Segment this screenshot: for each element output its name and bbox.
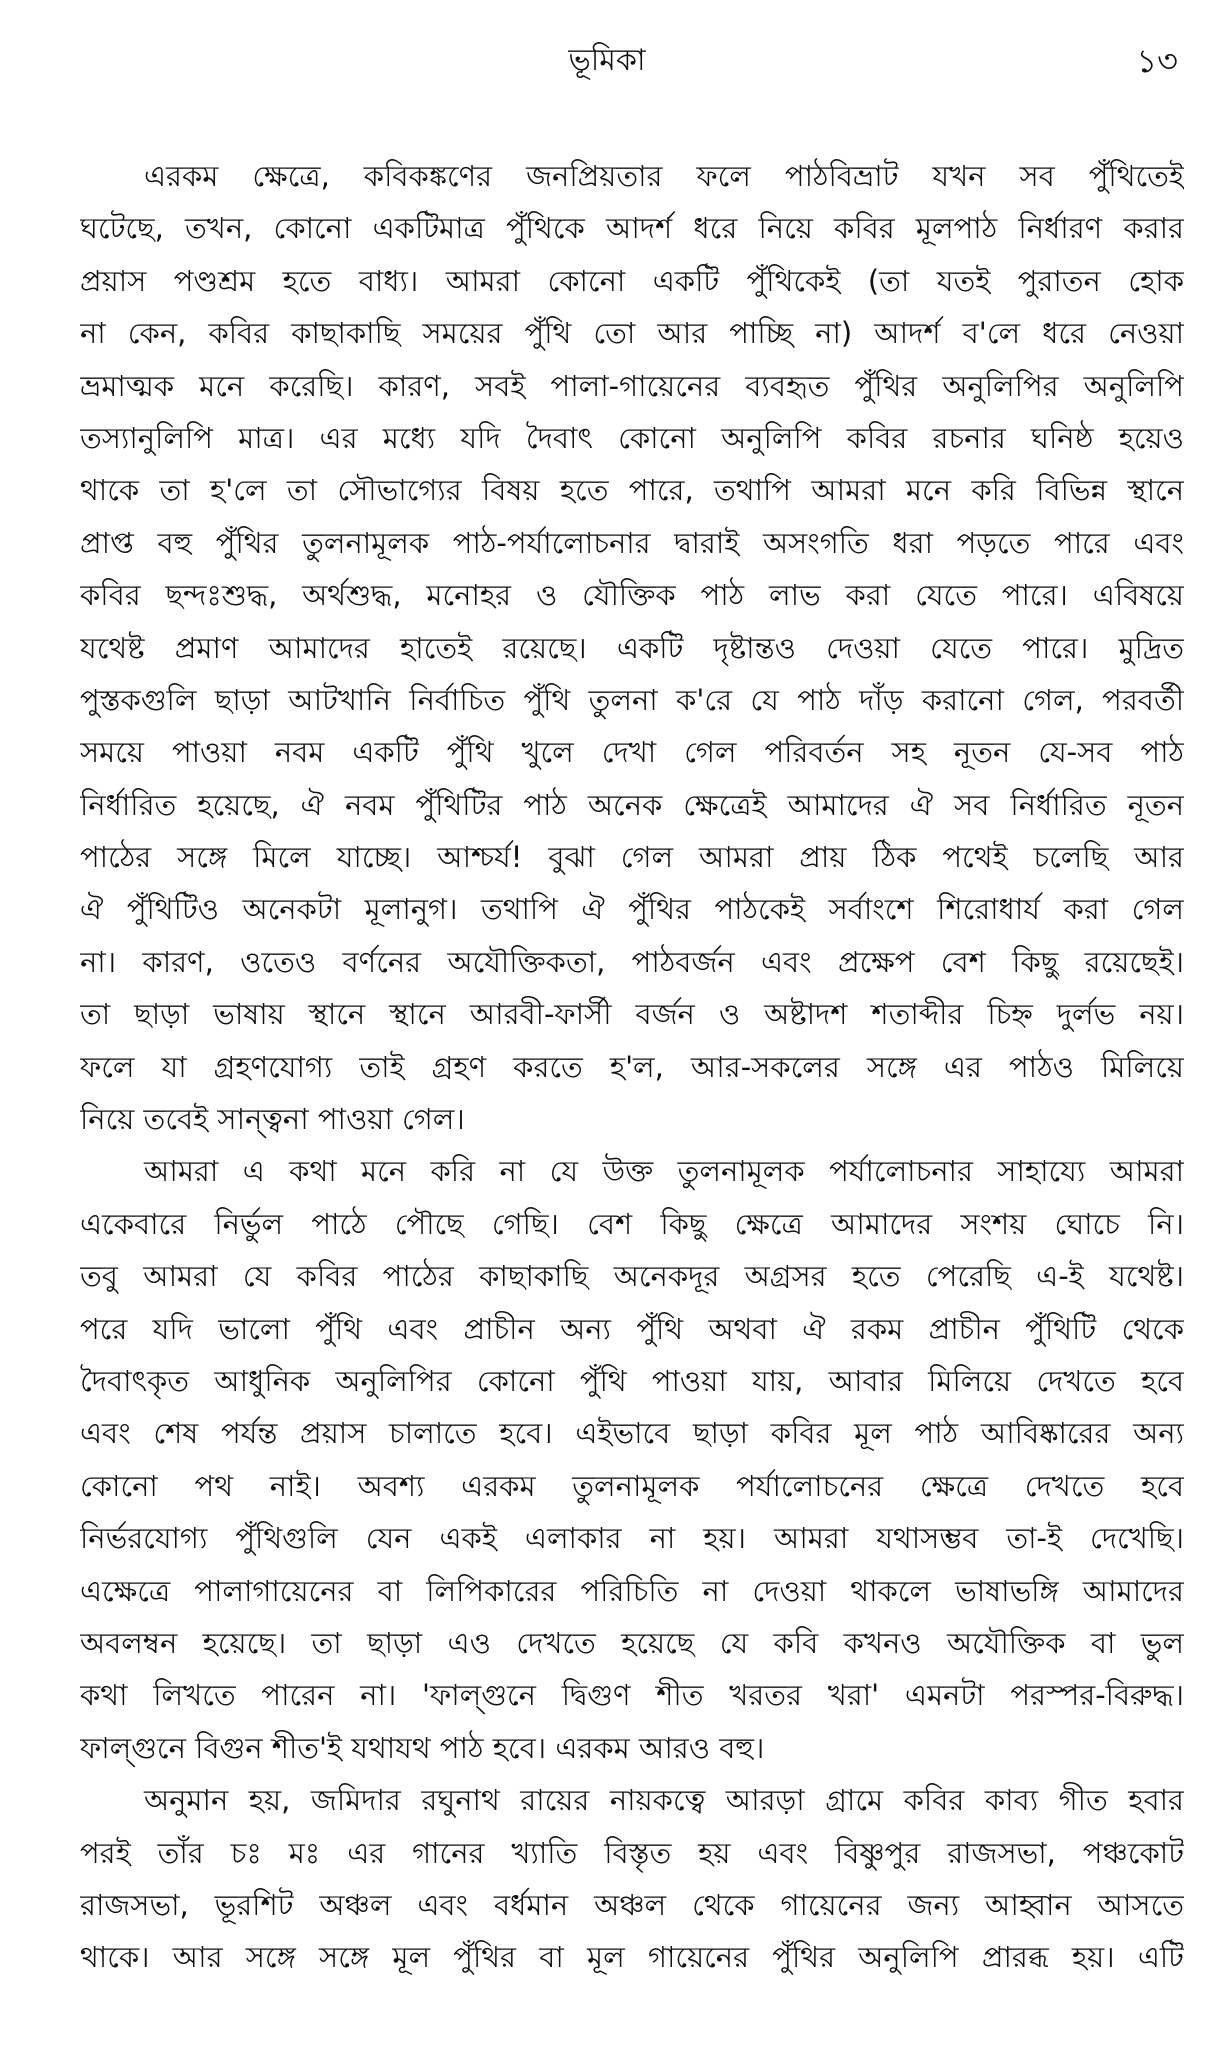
text-line: পুস্তকগুলি ছাড়া আটখানি নির্বাচিত পুঁথি তুলনা ক'রে যে পাঠ দাঁড় করানো গেল, পরবর্তী [80,682,1184,717]
text-line: থাকে তা হ'লে তা সৌভাগ্যের বিষয় হতে পারে, তথাপি আমরা মনে করি বিভিন্ন স্থানে [80,473,1184,508]
text-line: থাকে। আর সঙ্গে সঙ্গে মূল পুঁথির বা মূল গায়েনের পুঁথির অনুলিপি প্রারব্ধ হয়। এটি [80,1940,1184,1975]
text-line: রাজসভা, ভূরশিট অঞ্চল এবং বর্ধমান অঞ্চল থেকে গায়েনের জন্য আহ্বান আসতে [80,1887,1184,1922]
text-line: আমরা এ কথা মনে করি না যে উক্ত তুলনামূলক পর্যালোচনার সাহায্যে আমরা [144,1154,1184,1189]
paragraph [80,1774,1184,1984]
text-line: অনুমান হয়, জমিদার রঘুনাথ রায়ের নায়কত্বে আরড়া গ্রামে কবির কাব্য গীত হবার [144,1783,1184,1818]
text-line: ঐ পুঁথিটিও অনেকটা মূলানুগ। তথাপি ঐ পুঁথির পাঠকেই সর্বাংশে শিরোধার্য করা গেল [80,892,1184,927]
text-line: ঘটেছে, তখন, কোনো একটিমাত্র পুঁথিকে আদর্শ ধরে নিয়ে কবির মূলপাঠ নির্ধারণ করার [80,211,1184,246]
text-line: তা ছাড়া ভাষায় স্থানে স্থানে আরবী-ফার্সী বর্জন ও অষ্টাদশ শতাব্দীর চিহ্ন দুর্লভ নয়। [80,997,1184,1032]
text-line: কবির ছন্দঃশুদ্ধ, অর্থশুদ্ধ, মনোহর ও যৌক্তিক পাঠ লাভ করা যেতে পারে। এবিষয়ে [80,578,1184,613]
text-line: প্রয়াস পণ্ডশ্রম হতে বাধ্য। আমরা কোনো একটি পুঁথিকেই (তা যতই পুরাতন হোক [80,263,1184,298]
paragraph [80,150,1184,1145]
text-line: ফলে যা গ্রহণযোগ্য তাই গ্রহণ করতে হ'ল, আর-সকলের সঙ্গে এর পাঠও মিলিয়ে [80,1049,1184,1084]
text-line: তস্যানুলিপি মাত্র। এর মধ্যে যদি দৈবাৎ কোনো অনুলিপি কবির রচনার ঘনিষ্ঠ হয়েও [80,420,1184,455]
text-line: পরে যদি ভালো পুঁথি এবং প্রাচীন অন্য পুঁথি অথবা ঐ রকম প্রাচীন পুঁথিটি থেকে [80,1311,1184,1346]
text-line: নিয়ে তবেই সান্ত্বনা পাওয়া গেল। [80,1102,465,1137]
text-line: না। কারণ, ওতেও বর্ণনের অযৌক্তিকতা, পাঠবর্জন এবং প্রক্ষেপ বেশ কিছু রয়েছেই। [80,944,1184,979]
running-header [0,36,1214,80]
text-line: কোনো পথ নাই। অবশ্য এরকম তুলনামূলক পর্যালোচনের ক্ষেত্রে দেখতে হবে [80,1468,1184,1503]
text-line: ভ্রমাত্মক মনে করেছি। কারণ, সবই পালা-গায়েনের ব্যবহৃত পুঁথির অনুলিপির অনুলিপি [80,368,1184,403]
paragraph [80,1145,1184,1774]
text-line: দৈবাৎকৃত আধুনিক অনুলিপির কোনো পুঁথি পাওয়া যায়, আবার মিলিয়ে দেখতে হবে [80,1363,1184,1398]
text-line: সময়ে পাওয়া নবম একটি পুঁথি খুলে দেখা গেল পরিবর্তন সহ নূতন যে-সব পাঠ [80,735,1184,770]
text-line: যথেষ্ট প্রমাণ আমাদের হাতেই রয়েছে। একটি দৃষ্টান্তও দেওয়া যেতে পারে। মুদ্রিত [80,630,1184,665]
page-number: ১৩ [1136,42,1178,80]
text-line: একেবারে নির্ভুল পাঠে পৌছে গেছি। বেশ কিছু ক্ষেত্রে আমাদের সংশয় ঘোচে নি। [80,1206,1184,1241]
text-line: ফাল্গুনে বিগুন শীত'ই যথাযথ পাঠ হবে। এরকম আরও বহু। [80,1730,765,1765]
text-line: এরকম ক্ষেত্রে, কবিকঙ্কণের জনপ্রিয়তার ফলে পাঠবিভ্রাট যখন সব পুঁথিতেই [144,159,1184,193]
running-title: ভূমিকা [568,43,646,78]
text-line: প্রাপ্ত বহু পুঁথির তুলনামূলক পাঠ-পর্যালোচনার দ্বারাই অসংগতি ধরা পড়তে পারে এবং [80,525,1184,560]
text-line: এক্ষেত্রে পালাগায়েনের বা লিপিকারের পরিচিতি না দেওয়া থাকলে ভাষাভঙ্গি আমাদের [80,1573,1184,1608]
text-line: না কেন, কবির কাছাকাছি সময়ের পুঁথি তো আর পাচ্ছি না) আদর্শ ব'লে ধরে নেওয়া [80,316,1184,351]
text-line: পাঠের সঙ্গে মিলে যাচ্ছে। আশ্চর্য! বুঝা গেল আমরা প্রায় ঠিক পথেই চলেছি আর [80,840,1184,875]
text-line: কথা লিখতে পারেন না। 'ফাল্গুনে দ্বিগুণ শীত খরতর খরা' এমনটা পরস্পর-বিরুদ্ধ। [80,1678,1184,1713]
text-line: নির্ভরযোগ্য পুঁথিগুলি যেন একই এলাকার না হয়। আমরা যথাসম্ভব তা-ই দেখেছি। [80,1521,1184,1556]
page-body [80,150,1184,1984]
text-line: নির্ধারিত হয়েছে, ঐ নবম পুঁথিটির পাঠ অনেক ক্ষেত্রেই আমাদের ঐ সব নির্ধারিত নূতন [80,787,1184,822]
text-line: তবু আমরা যে কবির পাঠের কাছাকাছি অনেকদূর অগ্রসর হতে পেরেছি এ-ই যথেষ্ট। [80,1259,1184,1294]
text-line: এবং শেষ পর্যন্ত প্রয়াস চালাতে হবে। এইভাবে ছাড়া কবির মূল পাঠ আবিষ্কারের অন্য [80,1416,1184,1451]
text-line: পরই তাঁর চঃ মঃ এর গানের খ্যাতি বিস্তৃত হয় এবং বিষ্ণুপুর রাজসভা, পঞ্চকোট [80,1835,1184,1870]
text-line: অবলম্বন হয়েছে। তা ছাড়া এও দেখতে হয়েছে যে কবি কখনও অযৌক্তিক বা ভুল [80,1625,1184,1660]
